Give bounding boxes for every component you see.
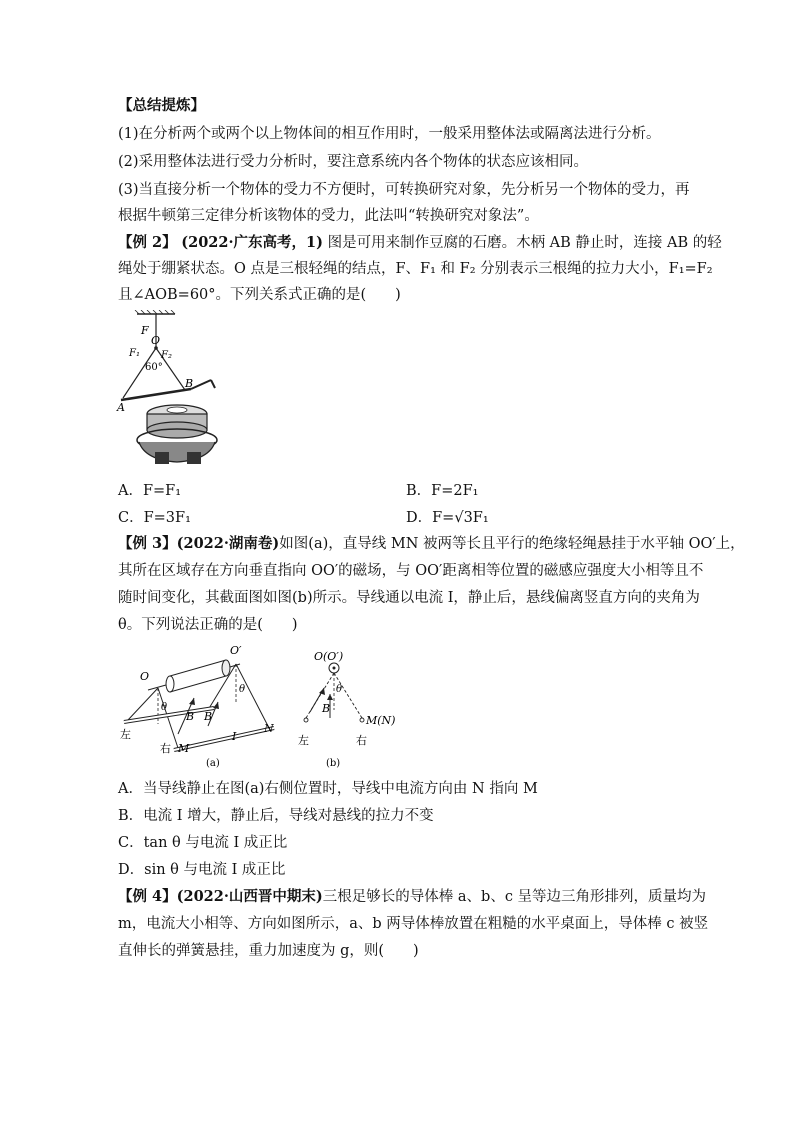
figure-a-wire-diagram [118,640,288,770]
label-fig-a-B-1: B [186,710,195,723]
example-3-source: (2022·湖南卷) [176,535,280,552]
label-fig-b-left: 左 [298,734,309,747]
example-3-line-3: 随时间变化，其截面图如图(b)所示。导线通以电流 I，静止后，悬线偏离竖直方向的夹角为 [118,590,700,606]
example-3-option-a: A．当导线静止在图(a)右侧位置时，导线中电流方向由 N 指向 M [118,781,538,797]
summary-heading: 【总结提炼】 [118,97,205,114]
example-2-option-d: D．F=√3F₁ [406,510,489,526]
label-fig-a-N: N [264,722,274,735]
figure-b-cross-section [296,640,396,770]
example-2-option-a: A．F=F₁ [118,483,182,499]
example-4-text-1: 三根足够长的导体棒 a、b、c 呈等边三角形排列，质量均为 [322,889,707,905]
example-2-line-3: 且∠AOB=60°。下列关系式正确的是( ) [118,287,401,303]
example-2-source: (2022·广东高考，1) [181,234,323,251]
label-fig-a-theta-1: θ [161,702,168,713]
label-B: B [185,377,194,390]
example-2-tag: 【例 2】 [118,234,177,251]
example-3-line-1 [118,534,745,554]
label-fig-b-B: B [322,702,331,715]
label-fig-b-theta: θ [336,684,343,695]
label-fig-a-M: M [178,742,190,755]
summary-point-1: (1)在分析两个或两个以上物体间的相互作用时，一般采用整体法或隔离法进行分析。 [118,126,661,142]
label-angle: 60° [145,362,163,373]
caption-fig-b: (b) [326,758,341,769]
label-fig-a-theta-2: θ [239,684,246,695]
example-4-source: (2022·山西晋中期末) [176,888,323,905]
example-2-line-1 [118,233,722,253]
label-F: F [141,324,149,337]
summary-point-3-line-1: (3)当直接分析一个物体的受力不方便时，可转换研究对象，先分析另一个物体的受力，再 [118,182,690,198]
label-fig-b-MN: M(N) [366,714,396,727]
example-2-line-2: 绳处于绷紧状态。O 点是三根轻绳的结点，F、F₁ 和 F₂ 分别表示三根绳的拉力大小，F₁=F₂ [118,261,713,277]
example-3-tag: 【例 3】 [118,535,177,552]
summary-point-3-line-2: 根据牛顿第三定律分析该物体的受力，此法叫“转换研究对象法”。 [118,208,539,224]
label-fig-a-B-2: B [204,710,213,723]
example-3-option-b: B．电流 I 增大，静止后，导线对悬线的拉力不变 [118,808,434,824]
example-4-line-2: m，电流大小相等、方向如图所示，a、b 两导体棒放置在粗糙的水平桌面上，导体棒 c 被竖 [118,916,709,932]
example-2-option-b: B．F=2F₁ [406,483,479,499]
label-F1: F₁ [129,348,140,359]
label-fig-b-right: 右 [356,734,367,747]
example-3-line-2: 其所在区域存在方向垂直指向 OO′的磁场，与 OO′距离相等位置的磁感应强度大小相等且不 [118,563,704,579]
example-2-option-c: C．F=3F₁ [118,510,191,526]
summary-point-2: (2)采用整体法进行受力分析时，要注意系统内各个物体的状态应该相同。 [118,154,589,170]
label-fig-a-O-prime: O′ [230,644,242,657]
stone-mill-figure [115,310,225,470]
label-F2: F₂ [161,350,172,361]
label-fig-b-top: O(O′) [314,650,344,663]
label-O: O [151,334,161,347]
label-fig-a-I: I [232,730,237,743]
example-4-line-1 [118,887,706,907]
example-4-tag: 【例 4】 [118,888,177,905]
label-fig-a-O: O [140,670,150,683]
label-fig-a-left: 左 [120,728,131,741]
example-2-text-1: 图是可用来制作豆腐的石磨。木柄 AB 静止时，连接 AB 的轻 [327,235,722,251]
example-4-line-3: 直伸长的弹簧悬挂，重力加速度为 g，则( ) [118,943,419,959]
caption-fig-a: (a) [206,758,220,769]
label-fig-a-right: 右 [160,742,171,755]
label-A: A [117,401,125,414]
example-3-option-c: C．tan θ 与电流 I 成正比 [118,835,288,851]
example-3-line-4: θ。下列说法正确的是( ) [118,617,298,633]
example-3-text-1: 如图(a)，直导线 MN 被两等长且平行的绝缘轻绳悬挂于水平轴 OO′上， [279,536,745,552]
example-3-option-d: D．sin θ 与电流 I 成正比 [118,862,286,878]
